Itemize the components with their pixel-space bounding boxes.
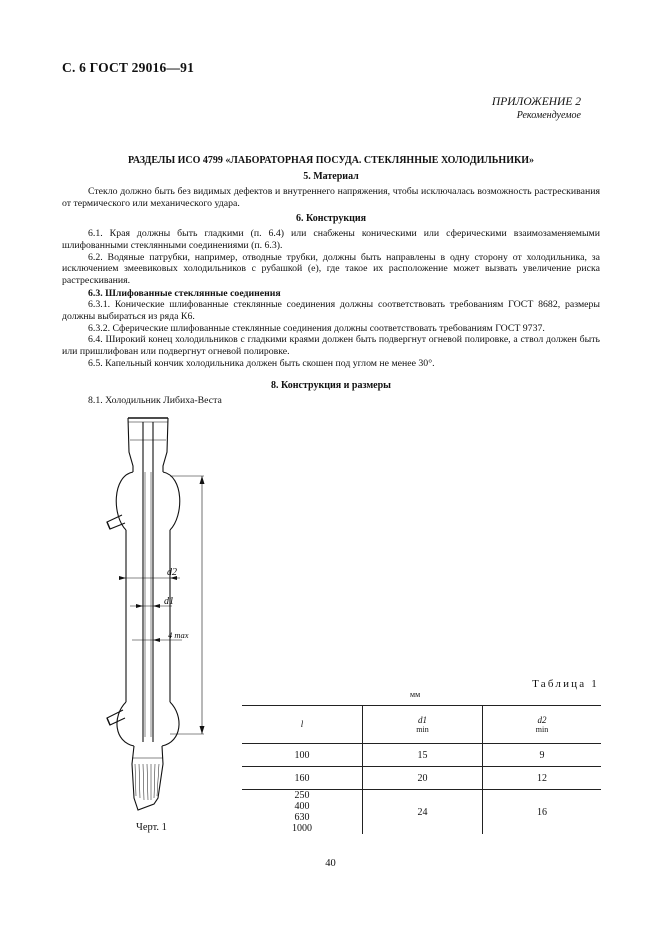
- document-header: С. 6 ГОСТ 29016—91: [62, 60, 195, 75]
- appendix-label: [492, 96, 581, 122]
- header-d2: [483, 706, 602, 744]
- page-number: 40: [325, 858, 336, 869]
- header-l-symbol: l: [300, 719, 304, 729]
- cell-d2: 9: [483, 744, 602, 767]
- paragraph-8-1: 8.1. Холодильник Либиха-Веста: [88, 395, 222, 406]
- paragraph-6-2: 6.2. Водяные патрубки, например, отводные трубки, должны быть направлены в одну сторону от холодильника, за исключением змеевиковых холодильников с рубашкой (е), где такое их расположение может вызвать увеличение риска растрескивания.: [62, 251, 600, 287]
- header-d1-symbol: d1: [418, 715, 427, 725]
- table-row: [242, 790, 601, 835]
- cell-l-value: 1000: [292, 823, 312, 834]
- section-8-heading: 8. Конструкция и размеры: [271, 380, 391, 391]
- cell-d1: 20: [363, 767, 483, 790]
- table-caption: Таблица 1: [532, 678, 599, 690]
- paragraph-6-5: 6.5. Капельный кончик холодильника должен быть скошен под углом не менее 30°.: [88, 357, 435, 369]
- table-row: [242, 767, 601, 790]
- condenser-drawing: [92, 412, 242, 822]
- main-title: РАЗДЕЛЫ ИСО 4799 «ЛАБОРАТОРНАЯ ПОСУДА. СТЕКЛЯННЫЕ ХОЛОДИЛЬНИКИ»: [127, 155, 534, 166]
- paragraph-6-3-1: 6.3.1. Конические шлифованные стеклянные соединения должны соответствовать требованиям ГОСТ 8682, размеры должны выбираться из ряда К6.: [62, 299, 600, 322]
- wall-thickness-label: 4 max: [168, 630, 189, 640]
- table-row: [242, 744, 601, 767]
- header-d2-symbol: d2: [537, 715, 547, 725]
- dimensions-table: [242, 705, 601, 834]
- d2-label: d2: [167, 567, 177, 578]
- section-5-heading: 5. Материал: [303, 171, 359, 182]
- section-6-text: [62, 228, 600, 287]
- cell-l-multi: [242, 790, 363, 835]
- table-header-row: [242, 706, 601, 744]
- cell-l-value: 250: [294, 790, 310, 801]
- section-5-paragraph: Стекло должно быть без видимых дефектов и внутреннего напряжения, чтобы исключалась возможность растрескивания от термического или механического удара.: [62, 186, 600, 209]
- cell-l-value: 630: [294, 812, 310, 823]
- paragraph-6-3-2: 6.3.2. Сферические шлифованные стеклянные соединения должны соответствовать требованиям ГОСТ 9737.: [88, 322, 545, 334]
- section-6-3-text: [62, 299, 600, 370]
- section-5-text: [62, 186, 600, 210]
- header-d1: [363, 706, 483, 744]
- paragraph-6-4: 6.4. Широкий конец холодильников с гладкими краями должен быть подвергнут огневой полировке, а ствол должен быть или пришлифован или подвергнут огневой полировке.: [62, 334, 600, 358]
- cell-l: 100: [242, 744, 363, 767]
- paragraph-6-1: 6.1. Края должны быть гладкими (п. 6.4) или снабжены коническими или сферическими взаимозаменяемыми шлифованными стеклянными соединениями (п. 6.3).: [62, 228, 600, 251]
- section-6-heading: 6. Конструкция: [295, 213, 367, 224]
- header-l: [242, 706, 363, 744]
- subsection-6-3-heading: 6.3. Шлифованные стеклянные соединения: [88, 288, 281, 299]
- cell-d2: 12: [483, 767, 602, 790]
- section-8-text: [62, 395, 600, 407]
- appendix-subtitle: Рекомендуемое: [516, 110, 581, 121]
- drawing-caption: Черт. 1: [136, 822, 167, 833]
- cell-d2: 16: [537, 806, 547, 818]
- table-unit: мм: [410, 690, 421, 699]
- cell-d1: 24: [363, 790, 483, 835]
- appendix-title: ПРИЛОЖЕНИЕ 2: [491, 96, 581, 108]
- cell-l: 160: [242, 767, 363, 790]
- cell-d1: 15: [363, 744, 483, 767]
- header-d1-min: min: [416, 725, 429, 734]
- d1-label: d1: [164, 596, 174, 607]
- cell-l-value: 400: [294, 801, 310, 812]
- header-d2-min: min: [535, 725, 549, 734]
